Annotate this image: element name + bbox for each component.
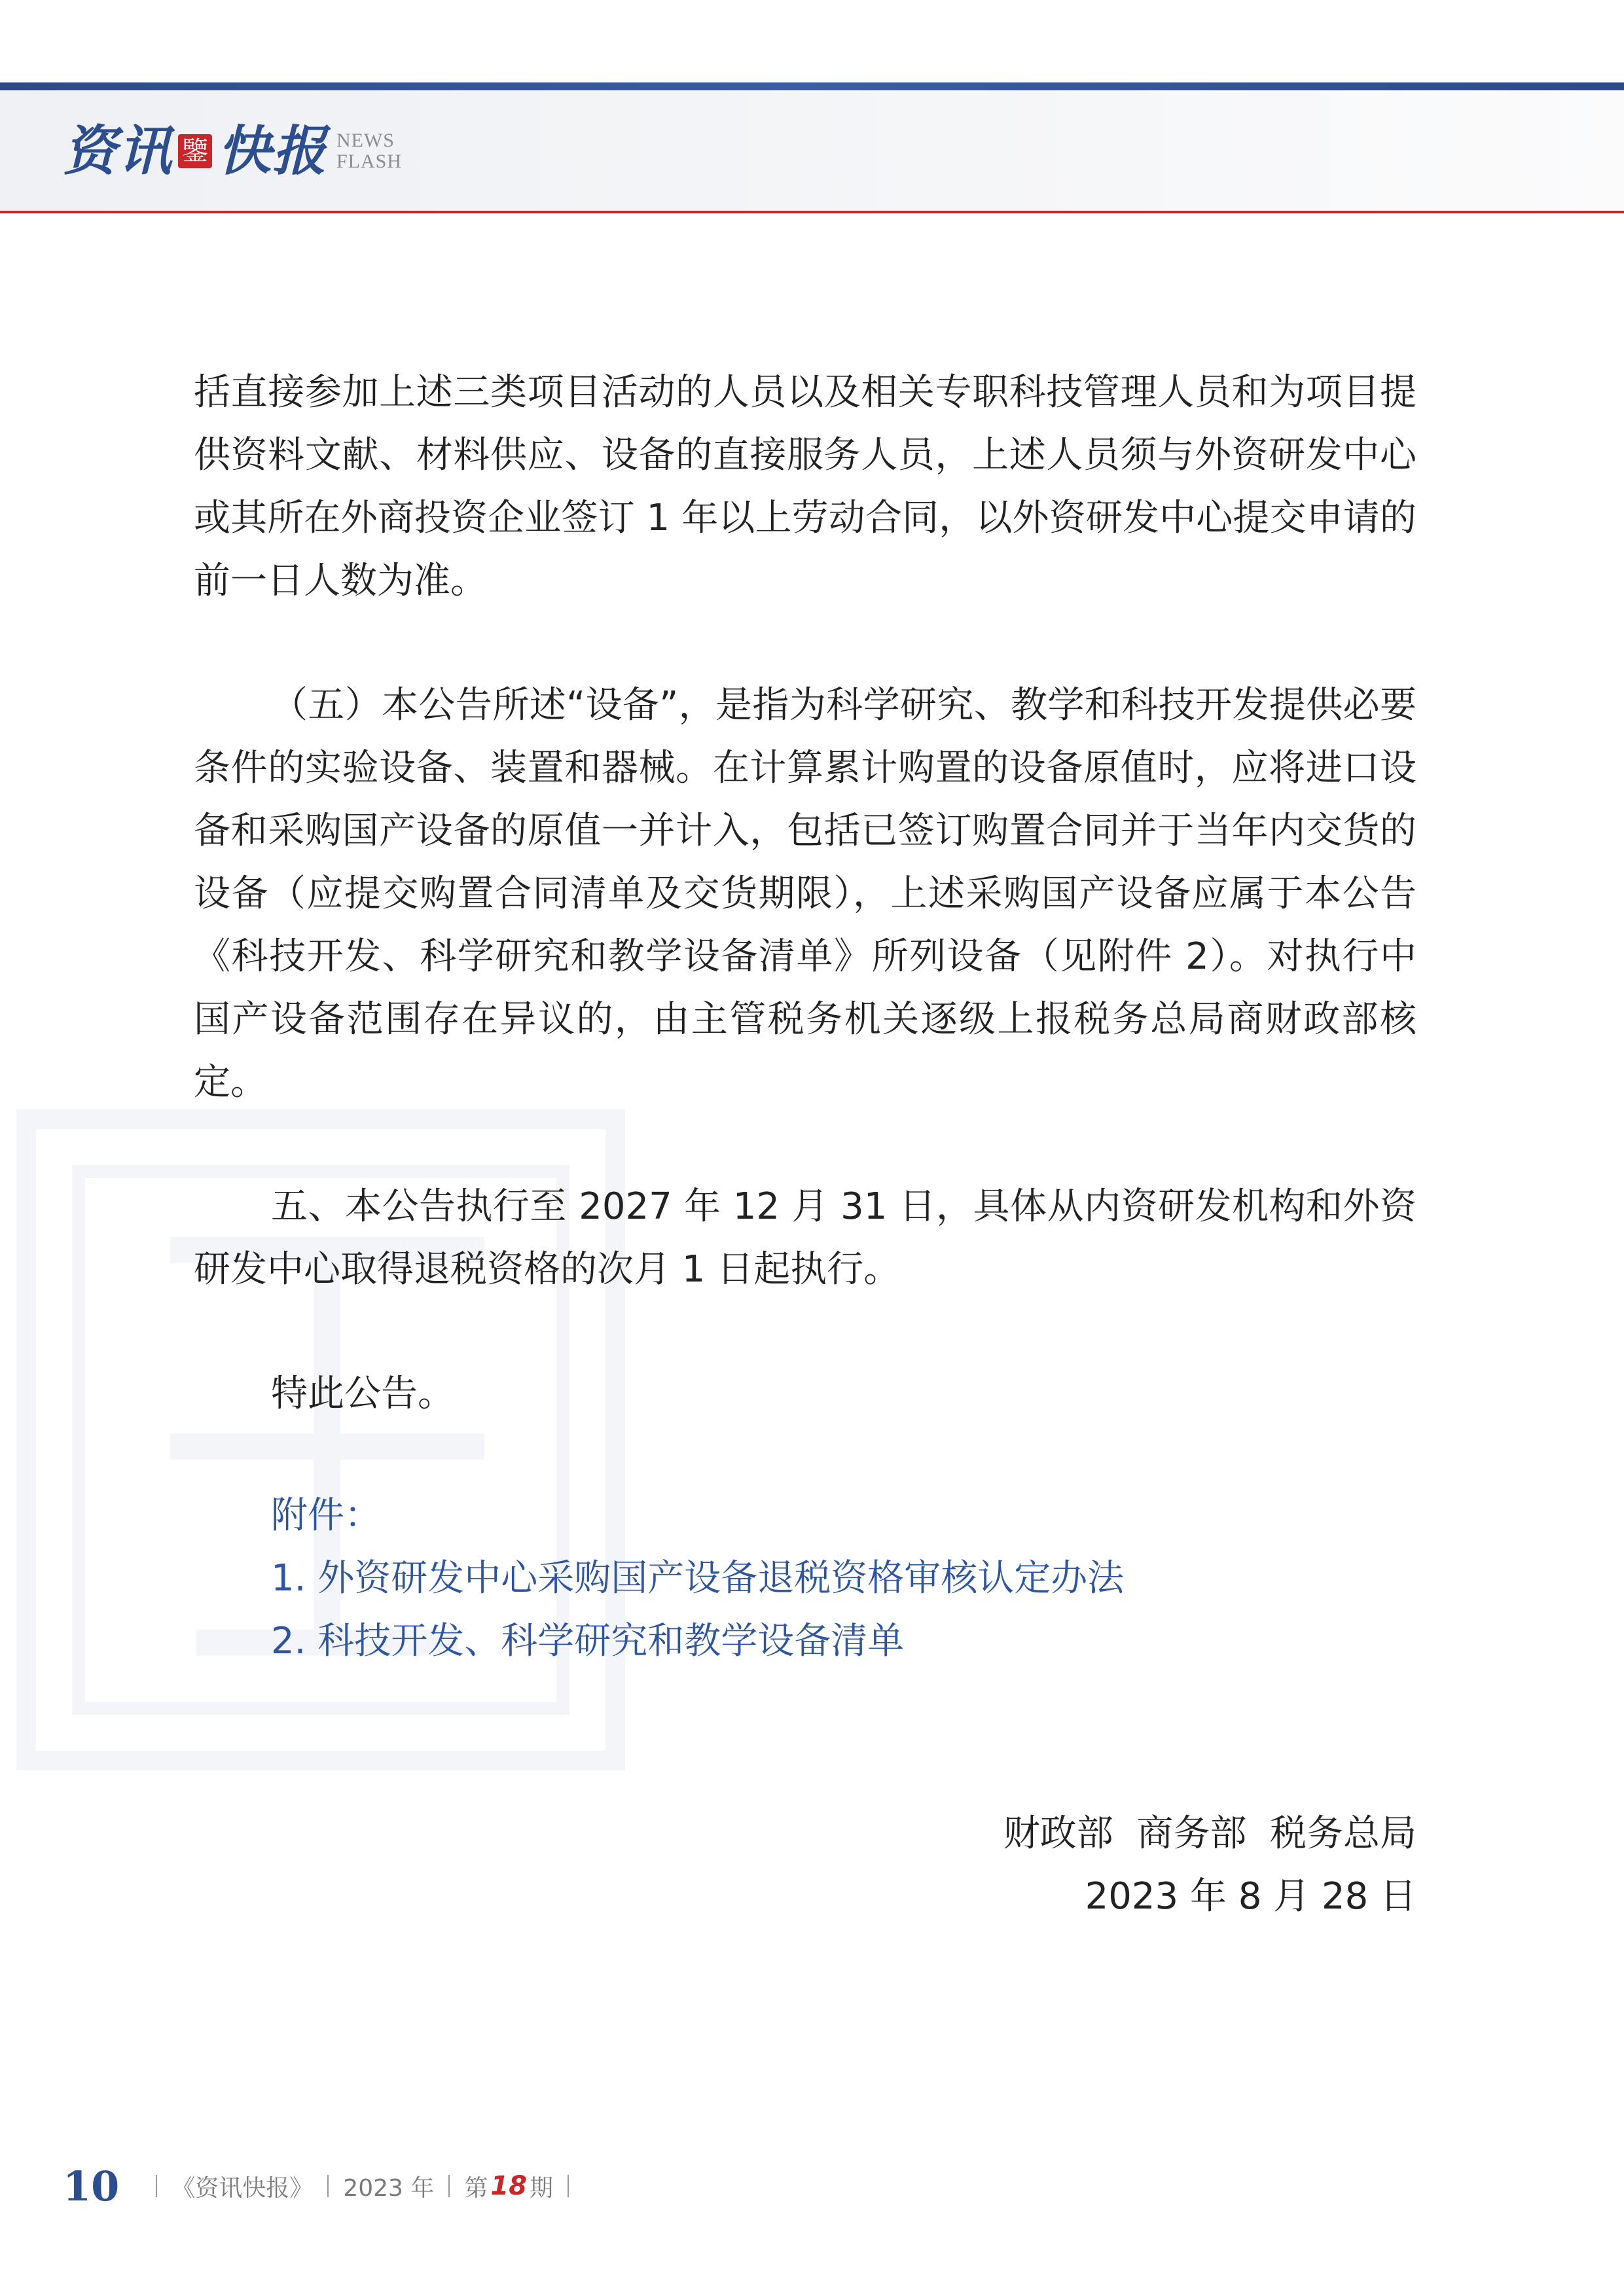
masthead-title-part1: 资讯: [63, 120, 173, 183]
page-number: 10: [63, 2162, 120, 2210]
footer-issue-prefix: 第: [464, 2174, 488, 2202]
paragraph-3: [194, 1175, 1416, 1301]
signature-issuers: 财政部 商务部 税务总局: [1003, 1812, 1416, 1855]
attachment-item-2[interactable]: 2. 科技开发、科学研究和教学设备清单: [271, 1620, 905, 1662]
page-footer: [63, 2160, 583, 2212]
header-top-rule: [0, 82, 1624, 90]
footer-divider: [327, 2175, 329, 2197]
attachment-item-1[interactable]: 1. 外资研发中心采购国产设备退税资格审核认定办法: [271, 1557, 1125, 1600]
paragraph-4: [194, 1363, 1416, 1426]
header-underline: [0, 211, 1624, 213]
paragraph-2-text: （五）本公告所述“设备”，是指为科学研究、教学和科技开发提供必要条件的实验设备、装置和器械。在计算累计购置的设备原值时，应将进口设备和采购国产设备的原值一并计入，包括已签订购置合同并于当年内交货的设备（应提交购置合同清单及交货期限），上述采购国产设备应属于本公告《科技开发、科学研究和教学设备清单》所列设备（见附件 2）。对执行中国产设备范围存在异议的，由主管税务机关逐级上报税务总局商财政部核定。: [194, 684, 1416, 1103]
signature-block: [1003, 1803, 1416, 1928]
masthead-english-line2: FLASH: [336, 151, 403, 172]
masthead-title-part2: 快报: [217, 120, 327, 183]
attachments-heading: 附件：: [271, 1494, 381, 1537]
paragraph-1-text: 括直接参加上述三类项目活动的人员以及相关专职科技管理人员和为项目提供资料文献、材料供应、设备的直接服务人员，上述人员须与外资研发中心或其所在外商投资企业签订 1 年以上劳动合同，以外资研发中心提交申请的前一日人数为准。: [194, 371, 1416, 602]
masthead-seal-icon: 鑒: [178, 134, 212, 168]
footer-divider: [156, 2175, 157, 2197]
footer-issue-number: 18: [490, 2171, 528, 2201]
paragraph-3-text: 五、本公告执行至 2027 年 12 月 31 日，具体从内资研发机构和外资研发中心取得退税资格的次月 1 日起执行。: [194, 1185, 1416, 1291]
masthead-english: [336, 130, 402, 172]
paragraph-2: [194, 674, 1416, 1114]
attachments-list: [271, 1484, 1124, 1673]
paragraph-4-text: 特此公告。: [271, 1372, 454, 1415]
paragraph-1: [194, 361, 1416, 613]
footer-divider: [448, 2175, 450, 2197]
footer-divider: [568, 2175, 569, 2197]
footer-publication: 《资讯快报》: [171, 2174, 314, 2202]
footer-year: 2023 年: [343, 2174, 435, 2202]
footer-issue-suffix: 期: [530, 2174, 554, 2202]
masthead-english-line1: NEWS: [336, 130, 395, 151]
signature-date: 2023 年 8 月 28 日: [1085, 1875, 1416, 1918]
masthead-logo: [63, 115, 402, 187]
